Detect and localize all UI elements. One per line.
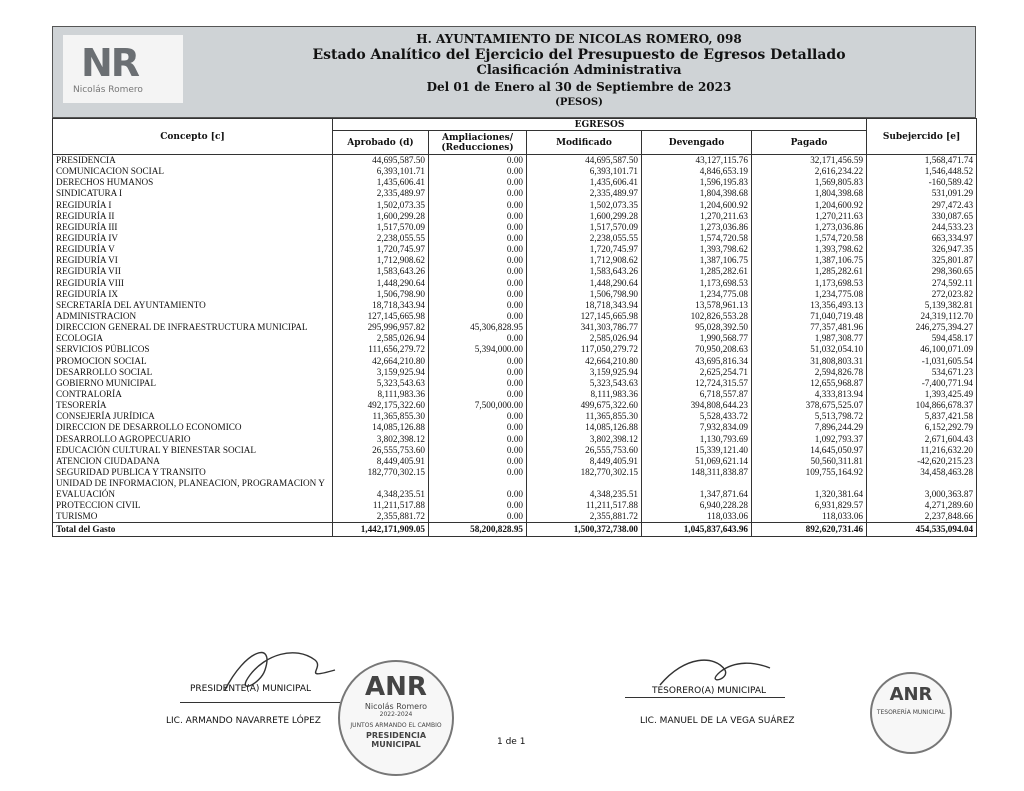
table-row — [53, 434, 977, 445]
cell-aprobado: 111,656,279.72 — [333, 344, 429, 355]
seal-name: Nicolás Romero — [364, 702, 428, 711]
cell-concept: REGIDURÍA VI — [53, 255, 333, 266]
cell-modificado: 341,303,786.77 — [527, 322, 642, 333]
page-number: 1 de 1 — [497, 737, 526, 747]
total-subejercido: 454,535,094.04 — [867, 523, 977, 537]
cell-pagado: 2,616,234.22 — [752, 166, 867, 177]
cell-ampliaciones: 0.00 — [429, 289, 527, 300]
table-row — [53, 511, 977, 523]
cell-pagado: 1,987,308.77 — [752, 333, 867, 344]
cell-concept: ECOLOGIA — [53, 333, 333, 344]
presidency-seal — [338, 660, 454, 776]
table-row — [53, 456, 977, 467]
cell-subejercido: 1,546,448.52 — [867, 166, 977, 177]
cell-subejercido: 4,271,289.60 — [867, 500, 977, 511]
cell-subejercido: 244,533.23 — [867, 222, 977, 233]
cell-devengado: 1,273,036.86 — [642, 222, 752, 233]
cell-pagado: 14,645,050.97 — [752, 445, 867, 456]
cell-ampliaciones: 0.00 — [429, 467, 527, 478]
cell-pagado: 5,513,798.72 — [752, 411, 867, 422]
table-row — [53, 155, 977, 167]
cell-devengado: 1,204,600.92 — [642, 200, 752, 211]
cell-modificado: 2,585,026.94 — [527, 333, 642, 344]
cell-modificado: 1,502,073.35 — [527, 200, 642, 211]
table-row — [53, 289, 977, 300]
cell-devengado: 6,940,228.28 — [642, 500, 752, 511]
cell-concept: REGIDURÍA V — [53, 244, 333, 255]
cell-pagado: 1,173,698.53 — [752, 278, 867, 289]
cell-devengado: 5,528,433.72 — [642, 411, 752, 422]
table-row — [53, 500, 977, 511]
cell-devengado: 1,347,871.64 — [642, 478, 752, 500]
cell-concept: SINDICATURA I — [53, 188, 333, 199]
cell-ampliaciones: 5,394,000.00 — [429, 344, 527, 355]
budget-table — [52, 118, 977, 537]
cell-pagado: 77,357,481.96 — [752, 322, 867, 333]
cell-subejercido: 594,458.17 — [867, 333, 977, 344]
cell-pagado: 1,204,600.92 — [752, 200, 867, 211]
total-row — [53, 523, 977, 537]
cell-pagado: 51,032,054.10 — [752, 344, 867, 355]
report-entity: H. AYUNTAMIENTO DE NICOLAS ROMERO, 098 — [416, 32, 742, 46]
cell-subejercido: -42,620,215.23 — [867, 456, 977, 467]
cell-concept: DESARROLLO AGROPECUARIO — [53, 434, 333, 445]
cell-ampliaciones: 0.00 — [429, 356, 527, 367]
cell-aprobado: 127,145,665.98 — [333, 311, 429, 322]
col-aprobado: Aprobado (d) — [333, 131, 429, 155]
cell-concept: CONTRALORÍA — [53, 389, 333, 400]
report-period: Del 01 de Enero al 30 de Septiembre de 2023 — [426, 80, 732, 94]
logo-mark: NR — [81, 41, 139, 85]
cell-subejercido: 1,568,471.74 — [867, 155, 977, 167]
table-row — [53, 322, 977, 333]
cell-ampliaciones: 0.00 — [429, 511, 527, 523]
cell-aprobado: 11,211,517.88 — [333, 500, 429, 511]
total-devengado: 1,045,837,643.96 — [642, 523, 752, 537]
cell-modificado: 11,211,517.88 — [527, 500, 642, 511]
cell-ampliaciones: 0.00 — [429, 378, 527, 389]
cell-subejercido: 2,671,604.43 — [867, 434, 977, 445]
cell-pagado: 12,655,968.87 — [752, 378, 867, 389]
col-devengado: Devengado — [642, 131, 752, 155]
table-row — [53, 188, 977, 199]
cell-devengado: 43,127,115.76 — [642, 155, 752, 167]
cell-subejercido: 297,472.43 — [867, 200, 977, 211]
cell-concept: COMUNICACION SOCIAL — [53, 166, 333, 177]
cell-ampliaciones: 7,500,000.00 — [429, 400, 527, 411]
cell-pagado: 50,560,311.81 — [752, 456, 867, 467]
treasury-seal-office: TESORERÍA MUNICIPAL — [876, 709, 946, 716]
cell-aprobado: 1,583,643.26 — [333, 266, 429, 277]
cell-subejercido: 534,671.23 — [867, 367, 977, 378]
cell-devengado: 1,990,568.77 — [642, 333, 752, 344]
cell-modificado: 1,517,570.09 — [527, 222, 642, 233]
cell-concept: REGIDURÍA III — [53, 222, 333, 233]
cell-aprobado: 4,348,235.51 — [333, 478, 429, 500]
cell-modificado: 4,348,235.51 — [527, 478, 642, 500]
cell-pagado: 4,333,813.94 — [752, 389, 867, 400]
cell-aprobado: 295,996,957.82 — [333, 322, 429, 333]
cell-ampliaciones: 0.00 — [429, 367, 527, 378]
total-aprobado: 1,442,171,909.05 — [333, 523, 429, 537]
cell-ampliaciones: 0.00 — [429, 155, 527, 167]
cell-modificado: 18,718,343.94 — [527, 300, 642, 311]
cell-concept: REGIDURÍA II — [53, 211, 333, 222]
cell-modificado: 2,355,881.72 — [527, 511, 642, 523]
cell-subejercido: 34,458,463.28 — [867, 467, 977, 478]
table-row — [53, 400, 977, 411]
table-row — [53, 311, 977, 322]
cell-aprobado: 2,335,489.97 — [333, 188, 429, 199]
cell-aprobado: 492,175,322.60 — [333, 400, 429, 411]
cell-aprobado: 44,695,587.50 — [333, 155, 429, 167]
president-role: PRESIDENTE(A) MUNICIPAL — [190, 684, 312, 694]
cell-pagado: 1,569,805.83 — [752, 177, 867, 188]
cell-subejercido: 274,592.11 — [867, 278, 977, 289]
cell-pagado: 13,356,493.13 — [752, 300, 867, 311]
cell-pagado: 1,387,106.75 — [752, 255, 867, 266]
col-ampliaciones: Ampliaciones/ (Reducciones) — [429, 131, 527, 155]
cell-subejercido: 1,393,425.49 — [867, 389, 977, 400]
cell-pagado: 7,896,244.29 — [752, 422, 867, 433]
cell-concept: REGIDURÍA I — [53, 200, 333, 211]
cell-modificado: 1,600,299.28 — [527, 211, 642, 222]
logo-subtitle: Nicolás Romero — [73, 85, 143, 95]
cell-aprobado: 1,720,745.97 — [333, 244, 429, 255]
cell-modificado: 42,664,210.80 — [527, 356, 642, 367]
cell-modificado: 14,085,126.88 — [527, 422, 642, 433]
cell-aprobado: 11,365,855.30 — [333, 411, 429, 422]
table-row — [53, 422, 977, 433]
cell-aprobado: 1,600,299.28 — [333, 211, 429, 222]
cell-modificado: 3,159,925.94 — [527, 367, 642, 378]
cell-aprobado: 2,355,881.72 — [333, 511, 429, 523]
report-sheet — [52, 26, 976, 537]
cell-pagado: 118,033.06 — [752, 511, 867, 523]
cell-modificado: 3,802,398.12 — [527, 434, 642, 445]
cell-modificado: 2,238,055.55 — [527, 233, 642, 244]
total-label: Total del Gasto — [53, 523, 333, 537]
president-name: LIC. ARMANDO NAVARRETE LÓPEZ — [166, 716, 321, 726]
cell-devengado: 70,950,208.63 — [642, 344, 752, 355]
table-row — [53, 356, 977, 367]
cell-devengado: 118,033.06 — [642, 511, 752, 523]
cell-concept: SEGURIDAD PUBLICA Y TRANSITO — [53, 467, 333, 478]
cell-subejercido: 246,275,394.27 — [867, 322, 977, 333]
cell-modificado: 1,583,643.26 — [527, 266, 642, 277]
table-row — [53, 166, 977, 177]
report-classification: Clasificación Administrativa — [476, 63, 682, 78]
cell-devengado: 1,387,106.75 — [642, 255, 752, 266]
cell-devengado: 102,826,553.28 — [642, 311, 752, 322]
cell-subejercido: 5,139,382.81 — [867, 300, 977, 311]
cell-devengado: 4,846,653.19 — [642, 166, 752, 177]
cell-devengado: 15,339,121.40 — [642, 445, 752, 456]
cell-pagado: 71,040,719.48 — [752, 311, 867, 322]
cell-concept: TESORERÍA — [53, 400, 333, 411]
report-currency: (PESOS) — [555, 97, 603, 108]
cell-ampliaciones: 0.00 — [429, 311, 527, 322]
cell-ampliaciones: 0.00 — [429, 422, 527, 433]
cell-pagado: 32,171,456.59 — [752, 155, 867, 167]
table-row — [53, 255, 977, 266]
cell-modificado: 8,111,983.36 — [527, 389, 642, 400]
cell-ampliaciones: 0.00 — [429, 278, 527, 289]
cell-aprobado: 1,506,798.90 — [333, 289, 429, 300]
treasurer-signature-line — [625, 697, 785, 698]
cell-modificado: 6,393,101.71 — [527, 166, 642, 177]
table-row — [53, 278, 977, 289]
table-row — [53, 467, 977, 478]
report-title: Estado Analítico del Ejercicio del Presupuesto de Egresos Detallado — [312, 47, 846, 63]
cell-devengado: 6,718,557.87 — [642, 389, 752, 400]
cell-aprobado: 1,517,570.09 — [333, 222, 429, 233]
cell-devengado: 2,625,254.71 — [642, 367, 752, 378]
cell-aprobado: 1,502,073.35 — [333, 200, 429, 211]
cell-concept: DESARROLLO SOCIAL — [53, 367, 333, 378]
cell-subejercido: 326,947.35 — [867, 244, 977, 255]
table-row — [53, 389, 977, 400]
cell-ampliaciones: 0.00 — [429, 411, 527, 422]
cell-devengado: 95,028,392.50 — [642, 322, 752, 333]
cell-concept: DIRECCION DE DESARROLLO ECONOMICO — [53, 422, 333, 433]
cell-modificado: 1,506,798.90 — [527, 289, 642, 300]
cell-concept: REGIDURÍA VII — [53, 266, 333, 277]
cell-aprobado: 14,085,126.88 — [333, 422, 429, 433]
cell-aprobado: 42,664,210.80 — [333, 356, 429, 367]
cell-devengado: 1,234,775.08 — [642, 289, 752, 300]
cell-pagado: 1,574,720.58 — [752, 233, 867, 244]
cell-concept: PROMOCION SOCIAL — [53, 356, 333, 367]
cell-ampliaciones: 0.00 — [429, 333, 527, 344]
cell-pagado: 1,320,381.64 — [752, 478, 867, 500]
cell-subejercido: 104,866,678.37 — [867, 400, 977, 411]
table-row — [53, 200, 977, 211]
cell-concept: GOBIERNO MUNICIPAL — [53, 378, 333, 389]
cell-pagado: 1,285,282.61 — [752, 266, 867, 277]
cell-devengado: 148,311,838.87 — [642, 467, 752, 478]
seal-period: 2022-2024 — [379, 711, 413, 718]
total-pagado: 892,620,731.46 — [752, 523, 867, 537]
cell-modificado: 499,675,322.60 — [527, 400, 642, 411]
col-pagado: Pagado — [752, 131, 867, 155]
cell-pagado: 378,675,525.07 — [752, 400, 867, 411]
cell-pagado: 31,808,803.31 — [752, 356, 867, 367]
cell-aprobado: 1,435,606.41 — [333, 177, 429, 188]
treasurer-role: TESORERO(A) MUNICIPAL — [652, 686, 766, 696]
cell-devengado: 1,574,720.58 — [642, 233, 752, 244]
cell-concept: SECRETARÍA DEL AYUNTAMIENTO — [53, 300, 333, 311]
cell-subejercido: 663,334.97 — [867, 233, 977, 244]
table-row — [53, 411, 977, 422]
table-row — [53, 478, 977, 500]
cell-modificado: 1,435,606.41 — [527, 177, 642, 188]
cell-modificado: 127,145,665.98 — [527, 311, 642, 322]
cell-ampliaciones: 0.00 — [429, 200, 527, 211]
cell-aprobado: 18,718,343.94 — [333, 300, 429, 311]
cell-ampliaciones: 0.00 — [429, 445, 527, 456]
cell-subejercido: 3,000,363.87 — [867, 478, 977, 500]
cell-subejercido: 330,087.65 — [867, 211, 977, 222]
cell-devengado: 1,173,698.53 — [642, 278, 752, 289]
col-modificado: Modificado — [527, 131, 642, 155]
treasury-seal-logo: ANR — [889, 684, 933, 705]
cell-aprobado: 1,448,290.64 — [333, 278, 429, 289]
municipal-logo — [63, 35, 183, 103]
cell-concept: PRESIDENCIA — [53, 155, 333, 167]
cell-subejercido: 11,216,632.20 — [867, 445, 977, 456]
cell-concept: REGIDURÍA VIII — [53, 278, 333, 289]
cell-devengado: 12,724,315.57 — [642, 378, 752, 389]
table-row — [53, 266, 977, 277]
cell-ampliaciones: 0.00 — [429, 255, 527, 266]
table-row — [53, 367, 977, 378]
cell-subejercido: 298,360.65 — [867, 266, 977, 277]
cell-ampliaciones: 0.00 — [429, 456, 527, 467]
cell-ampliaciones: 0.00 — [429, 188, 527, 199]
cell-devengado: 43,695,816.34 — [642, 356, 752, 367]
cell-devengado: 51,069,621.14 — [642, 456, 752, 467]
subejercido-header: Subejercido [e] — [867, 119, 977, 155]
cell-devengado: 13,578,961.13 — [642, 300, 752, 311]
table-row — [53, 344, 977, 355]
cell-concept: TURISMO — [53, 511, 333, 523]
cell-pagado: 1,270,211.63 — [752, 211, 867, 222]
table-row — [53, 445, 977, 456]
table-row — [53, 300, 977, 311]
cell-subejercido: 46,100,071.09 — [867, 344, 977, 355]
cell-subejercido: -1,031,605.54 — [867, 356, 977, 367]
cell-modificado: 1,448,290.64 — [527, 278, 642, 289]
cell-pagado: 2,594,826.78 — [752, 367, 867, 378]
cell-subejercido: 531,091.29 — [867, 188, 977, 199]
cell-modificado: 117,050,279.72 — [527, 344, 642, 355]
cell-ampliaciones: 0.00 — [429, 166, 527, 177]
table-row — [53, 244, 977, 255]
cell-aprobado: 26,555,753.60 — [333, 445, 429, 456]
cell-ampliaciones: 0.00 — [429, 177, 527, 188]
president-signature-line — [180, 702, 340, 703]
cell-modificado: 1,712,908.62 — [527, 255, 642, 266]
table-row — [53, 333, 977, 344]
cell-concept: EDUCACIÓN CULTURAL Y BIENESTAR SOCIAL — [53, 445, 333, 456]
cell-subejercido: 6,152,292.79 — [867, 422, 977, 433]
cell-aprobado: 6,393,101.71 — [333, 166, 429, 177]
cell-modificado: 2,335,489.97 — [527, 188, 642, 199]
cell-ampliaciones: 0.00 — [429, 434, 527, 445]
cell-pagado: 1,393,798.62 — [752, 244, 867, 255]
cell-ampliaciones: 0.00 — [429, 233, 527, 244]
cell-pagado: 1,092,793.37 — [752, 434, 867, 445]
cell-subejercido: 2,237,848.66 — [867, 511, 977, 523]
cell-modificado: 11,365,855.30 — [527, 411, 642, 422]
treasury-seal — [870, 672, 952, 754]
cell-ampliaciones: 0.00 — [429, 500, 527, 511]
cell-aprobado: 2,238,055.55 — [333, 233, 429, 244]
cell-aprobado: 8,111,983.36 — [333, 389, 429, 400]
cell-ampliaciones: 0.00 — [429, 266, 527, 277]
table-row — [53, 177, 977, 188]
seal-motto: JUNTOS ARMANDO EL CAMBIO — [350, 722, 442, 729]
cell-subejercido: -160,589.42 — [867, 177, 977, 188]
cell-concept: UNIDAD DE INFORMACION, PLANEACION, PROGRAMACION Y EVALUACIÓN — [53, 478, 333, 500]
cell-aprobado: 2,585,026.94 — [333, 333, 429, 344]
cell-modificado: 26,555,753.60 — [527, 445, 642, 456]
cell-concept: DERECHOS HUMANOS — [53, 177, 333, 188]
cell-concept: DIRECCION GENERAL DE INFRAESTRUCTURA MUNICIPAL — [53, 322, 333, 333]
cell-devengado: 1,393,798.62 — [642, 244, 752, 255]
cell-aprobado: 5,323,543.63 — [333, 378, 429, 389]
egresos-header: EGRESOS — [333, 119, 867, 131]
cell-devengado: 1,596,195.83 — [642, 177, 752, 188]
cell-devengado: 1,130,793.69 — [642, 434, 752, 445]
cell-aprobado: 182,770,302.15 — [333, 467, 429, 478]
cell-pagado: 6,931,829.57 — [752, 500, 867, 511]
total-ampliaciones: 58,200,828.95 — [429, 523, 527, 537]
cell-ampliaciones: 0.00 — [429, 211, 527, 222]
cell-concept: ADMINISTRACION — [53, 311, 333, 322]
cell-subejercido: 272,023.82 — [867, 289, 977, 300]
concept-header: Concepto [c] — [53, 119, 333, 155]
seal-office: PRESIDENCIA MUNICIPAL — [365, 731, 427, 749]
cell-modificado: 182,770,302.15 — [527, 467, 642, 478]
cell-devengado: 1,270,211.63 — [642, 211, 752, 222]
seal-logo: ANR — [365, 672, 427, 702]
cell-aprobado: 3,159,925.94 — [333, 367, 429, 378]
cell-aprobado: 8,449,405.91 — [333, 456, 429, 467]
table-row — [53, 222, 977, 233]
cell-ampliaciones: 0.00 — [429, 478, 527, 500]
cell-devengado: 1,804,398.68 — [642, 188, 752, 199]
report-header — [52, 26, 976, 118]
table-row — [53, 211, 977, 222]
treasurer-name: LIC. MANUEL DE LA VEGA SUÁREZ — [640, 716, 795, 726]
cell-modificado: 5,323,543.63 — [527, 378, 642, 389]
cell-concept: PROTECCION CIVIL — [53, 500, 333, 511]
cell-pagado: 1,234,775.08 — [752, 289, 867, 300]
cell-ampliaciones: 0.00 — [429, 222, 527, 233]
cell-devengado: 394,808,644.23 — [642, 400, 752, 411]
cell-aprobado: 3,802,398.12 — [333, 434, 429, 445]
cell-concept: REGIDURÍA IV — [53, 233, 333, 244]
cell-subejercido: 24,319,112.70 — [867, 311, 977, 322]
cell-concept: CONSEJERÍA JURÍDICA — [53, 411, 333, 422]
cell-subejercido: 5,837,421.58 — [867, 411, 977, 422]
cell-ampliaciones: 45,306,828.95 — [429, 322, 527, 333]
cell-modificado: 1,720,745.97 — [527, 244, 642, 255]
cell-ampliaciones: 0.00 — [429, 389, 527, 400]
cell-ampliaciones: 0.00 — [429, 300, 527, 311]
cell-concept: REGIDURÍA IX — [53, 289, 333, 300]
cell-concept: SERVICIOS PÚBLICOS — [53, 344, 333, 355]
table-row — [53, 378, 977, 389]
cell-concept: ATENCION CIUDADANA — [53, 456, 333, 467]
cell-pagado: 109,755,164.92 — [752, 467, 867, 478]
cell-pagado: 1,804,398.68 — [752, 188, 867, 199]
table-row — [53, 233, 977, 244]
cell-pagado: 1,273,036.86 — [752, 222, 867, 233]
cell-modificado: 44,695,587.50 — [527, 155, 642, 167]
cell-devengado: 1,285,282.61 — [642, 266, 752, 277]
cell-subejercido: -7,400,771.94 — [867, 378, 977, 389]
cell-ampliaciones: 0.00 — [429, 244, 527, 255]
cell-subejercido: 325,801.87 — [867, 255, 977, 266]
total-modificado: 1,500,372,738.00 — [527, 523, 642, 537]
cell-modificado: 8,449,405.91 — [527, 456, 642, 467]
cell-devengado: 7,932,834.09 — [642, 422, 752, 433]
cell-aprobado: 1,712,908.62 — [333, 255, 429, 266]
